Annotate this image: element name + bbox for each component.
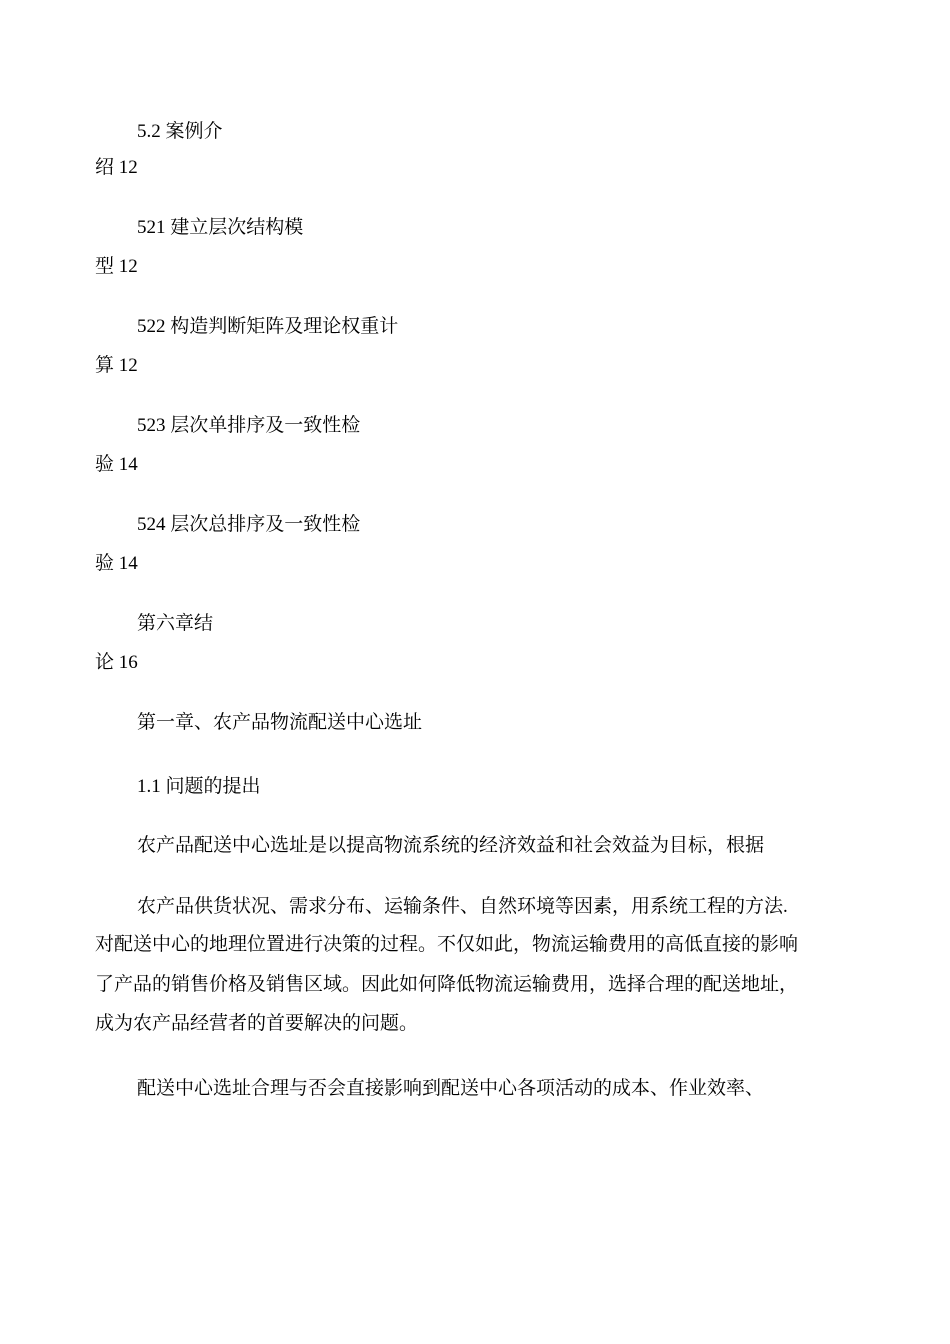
- toc-entry-522-tail: 算 12: [95, 355, 138, 376]
- toc-entry-524-tail: 验 14: [95, 553, 138, 574]
- toc-entry-521-tail: 型 12: [95, 256, 138, 277]
- toc-entry-523-head: 523 层次单排序及一致性检: [137, 415, 361, 436]
- toc-entry-523-tail: 验 14: [95, 454, 138, 475]
- toc-entry-521-head: 521 建立层次结构模: [137, 217, 304, 238]
- toc-entry-5-2-tail: 绍 12: [95, 157, 138, 178]
- toc-entry-5-2-head: 5.2 案例介: [137, 121, 223, 142]
- paragraph-1: 农产品配送中心选址是以提高物流系统的经济效益和社会效益为目标，根据: [137, 835, 765, 856]
- section-title: 1.1 问题的提出: [137, 776, 261, 797]
- paragraph-2-line-1: 农产品供货状况、需求分布、运输条件、自然环境等因素，用系统工程的方法.: [137, 896, 788, 917]
- toc-entry-524-head: 524 层次总排序及一致性检: [137, 514, 361, 535]
- paragraph-2-line-2: 对配送中心的地理位置进行决策的过程。不仅如此，物流运输费用的高低直接的影响: [95, 934, 799, 955]
- paragraph-2-line-4: 成为农产品经营者的首要解决的问题。: [95, 1013, 419, 1034]
- toc-entry-522-head: 522 构造判断矩阵及理论权重计: [137, 316, 399, 337]
- chapter-title: 第一章、农产品物流配送中心选址: [137, 712, 423, 733]
- toc-entry-ch6-tail: 论 16: [95, 652, 138, 673]
- paragraph-2-line-3: 了产品的销售价格及销售区域。因此如何降低物流运输费用，选择合理的配送地址，: [95, 974, 799, 995]
- toc-entry-ch6-head: 第六章结: [137, 613, 214, 634]
- paragraph-3: 配送中心选址合理与否会直接影响到配送中心各项活动的成本、作业效率、: [137, 1078, 765, 1099]
